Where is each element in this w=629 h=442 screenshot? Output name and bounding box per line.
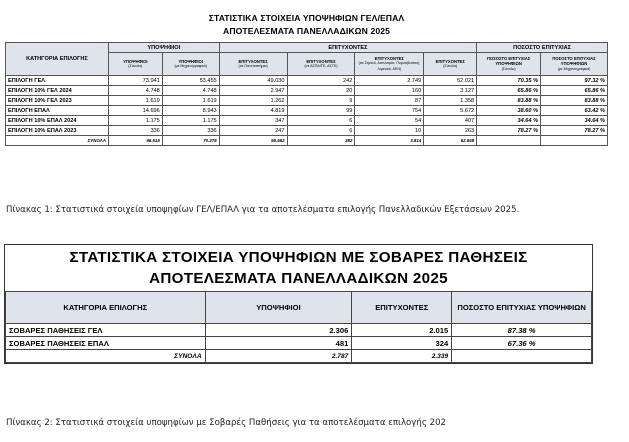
table2-total-rate — [452, 350, 592, 363]
table2-total-candidates: 2.787 — [205, 350, 352, 363]
table2-cell-rate: 67.36 % — [452, 337, 592, 350]
table1 — [5, 42, 608, 146]
table1-title-line1: ΣΤΑΤΙΣΤΙΚΑ ΣΤΟΙΧΕΙΑ ΥΠΟΨΗΦΙΩΝ ΓΕΛ/ΕΠΑΛ — [208, 13, 405, 23]
table1-cell-value: 8.943 — [162, 106, 219, 116]
table1-cell-value: 65.86 % — [477, 86, 541, 96]
table2-cell-rate: 87.38 % — [452, 324, 592, 337]
column-note: (σε Πανεπιστήμια) — [238, 64, 268, 68]
column-note: (με Μηχανογραφικό) — [174, 64, 207, 68]
table1-cell-value: 336 — [162, 126, 219, 136]
table1-cell-value: 83.88 % — [477, 96, 541, 106]
table2-cell-category: ΣΟΒΑΡΕΣ ΠΑΘΗΣΕΙΣ ΓΕΛ — [6, 324, 206, 337]
table1-column-header — [355, 53, 424, 76]
table1-cell-category: ΕΠΙΛΟΓΗ 10% ΕΠΑΛ 2024 — [6, 116, 109, 126]
table1-body — [6, 76, 608, 146]
table1-total-label: ΣΥΝΟΛΑ — [6, 136, 109, 146]
table1-title-line2: ΑΠΟΤΕΛΕΣΜΑΤΑ ΠΑΝΕΛΛΑΔΙΚΩΝ 2025 — [223, 26, 390, 36]
table1-group-candidates: ΥΠΟΨΗΦΙΟΙ — [108, 43, 219, 53]
column-note: (με Μηχανογραφικό) — [557, 66, 591, 71]
table2-title — [5, 245, 592, 291]
table-row — [6, 126, 608, 136]
column-note: (Σύνολο) — [128, 64, 143, 68]
table1-cell-value: 1.175 — [162, 116, 219, 126]
table1-cell-value: 83.88 % — [541, 96, 608, 106]
table1-cell-value: 754 — [355, 106, 424, 116]
table1-cell-value: 4.748 — [162, 86, 219, 96]
table2-caption: Πίνακας 2: Στατιστικά στοιχεία υποψηφίων με Σοβαρές Παθήσεις για τα αποτελέσματα επιλογής 202 — [6, 418, 447, 428]
table1-cell-value: 6 — [287, 126, 355, 136]
table1-group-rate: ΠΟΣΟΣΤΟ ΕΠΙΤΥΧΙΑΣ — [477, 43, 608, 53]
table1-cell-value: 78.27 % — [477, 126, 541, 136]
table1-cell-value: 4.748 — [108, 86, 162, 96]
table1-cell-value: 70.276 — [162, 136, 219, 146]
table1-cell-value: 38.60 % — [477, 106, 541, 116]
table2-row — [6, 324, 592, 337]
table2-title-line1: ΣΤΑΤΙΣΤΙΚΑ ΣΤΟΙΧΕΙΑ ΥΠΟΨΗΦΙΩΝ ΜΕ ΣΟΒΑΡΕΣ ΠΑΘΗΣΕΙΣ — [69, 249, 528, 266]
table2-total-row — [6, 350, 592, 363]
table1-cell-category: ΕΠΙΛΟΓΗ 10% ΓΕΛ 2024 — [6, 86, 109, 96]
table1-cell-value: 14.696 — [108, 106, 162, 116]
table1-cell-value — [477, 136, 541, 146]
table1-column-header — [162, 53, 219, 76]
table2-cell-category: ΣΟΒΑΡΕΣ ΠΑΘΗΣΕΙΣ ΕΠΑΛ — [6, 337, 206, 350]
table1-column-header — [108, 53, 162, 76]
table1-cell-value: 58.652 — [219, 136, 287, 146]
table1-cell-value — [541, 136, 608, 146]
column-label: ΕΠΙΤΥΧΟΝΤΕΣ — [306, 58, 336, 64]
table1-cell-value: 242 — [287, 76, 355, 86]
table1-group-successful: ΕΠΙΤΥΧΟΝΤΕΣ — [219, 43, 477, 53]
table2-cell-successful: 2.015 — [352, 324, 452, 337]
column-note: (σε ΑΣΠΑΙΤΕ, ΑΣΤΕ) — [304, 64, 338, 68]
table2-cell-candidates: 2.306 — [205, 324, 352, 337]
column-label: ΥΠΟΨΗΦΙΟΙ — [123, 58, 148, 64]
table1-cell-value: 1.262 — [219, 96, 287, 106]
table1-cell-value: 347 — [219, 116, 287, 126]
table1-cell-value: 70.35 % — [477, 76, 541, 86]
table2-total-label: ΣΥΝΟΛΑ — [6, 350, 206, 363]
table2-header-row — [6, 292, 592, 324]
table1-cell-value: 54 — [355, 116, 424, 126]
table1-cell-category: ΕΠΙΛΟΓΗ ΕΠΑΛ — [6, 106, 109, 116]
table2-header-rate: ΠΟΣΟΣΤΟ ΕΠΙΤΥΧΙΑΣ ΥΠΟΨΗΦΙΩΝ — [452, 292, 592, 324]
table-row — [6, 76, 608, 86]
table1-title — [5, 10, 608, 42]
table1-cell-value: 5.672 — [424, 106, 477, 116]
table2 — [5, 291, 592, 363]
column-note: (Σύνολο) — [443, 64, 458, 68]
table1-cell-value: 96.515 — [108, 136, 162, 146]
table1-cell-value: 1.358 — [424, 96, 477, 106]
table-row — [6, 96, 608, 106]
table1-column-header — [219, 53, 287, 76]
table1-cell-value: 9 — [287, 96, 355, 106]
table1-cell-value: 78.27 % — [541, 126, 608, 136]
table1-cell-value: 247 — [219, 126, 287, 136]
table-row — [6, 86, 608, 96]
table1-cell-value: 1.619 — [108, 96, 162, 106]
table1-cell-value: 2.749 — [355, 76, 424, 86]
table-row — [6, 106, 608, 116]
table1-cell-value: 160 — [355, 86, 424, 96]
table1-cell-value: 20 — [287, 86, 355, 96]
column-label: ΥΠΟΨΗΦΙΟΙ — [178, 58, 203, 64]
table1-total-row — [6, 136, 608, 146]
table2-container — [4, 244, 593, 364]
table1-category-header: ΚΑΤΗΓΟΡΙΑ ΕΠΙΛΟΓΗΣ — [6, 43, 109, 76]
table1-cell-value: 34.64 % — [477, 116, 541, 126]
table2-header-category: ΚΑΤΗΓΟΡΙΑ ΕΠΙΛΟΓΗΣ — [6, 292, 206, 324]
table1-cell-category: ΕΠΙΛΟΓΗ 10% ΕΠΑΛ 2023 — [6, 126, 109, 136]
table1-column-header — [287, 53, 355, 76]
table1-cell-value: 1.175 — [108, 116, 162, 126]
table1-cell-value: 382 — [287, 136, 355, 146]
table2-title-line2: ΑΠΟΤΕΛΕΣΜΑΤΑ ΠΑΝΕΛΛΑΔΙΚΩΝ 2025 — [149, 270, 448, 287]
table1-column-header — [541, 53, 608, 76]
table1-cell-value: 99 — [287, 106, 355, 116]
table1-cell-value: 3.814 — [355, 136, 424, 146]
table1-cell-value: 73.941 — [108, 76, 162, 86]
column-label: ΠΟΣΟΣΤΟ ΕΠΙΤΥΧΙΑΣ ΥΠΟΨΗΦΙΩΝ — [486, 55, 531, 67]
table1-cell-value: 3.127 — [424, 86, 477, 96]
table1-cell-value: 49.030 — [219, 76, 287, 86]
table1-cell-value: 6 — [287, 116, 355, 126]
table1-cell-value: 10 — [355, 126, 424, 136]
table2-cell-successful: 324 — [352, 337, 452, 350]
table1-container — [5, 10, 608, 146]
column-label: ΕΠΙΤΥΧΟΝΤΕΣ — [374, 55, 404, 61]
column-label: ΠΟΣΟΣΤΟ ΕΠΙΤΥΧΙΑΣ ΥΠΟΨΗΦΙΩΝ — [552, 55, 596, 67]
table-row — [6, 116, 608, 126]
table2-row — [6, 337, 592, 350]
column-label: ΕΠΙΤΥΧΟΝΤΕΣ — [238, 58, 268, 64]
table1-cell-value: 87 — [355, 96, 424, 106]
table1-cell-value: 4.819 — [219, 106, 287, 116]
table1-cell-value: 1.619 — [162, 96, 219, 106]
table1-cell-value: 407 — [424, 116, 477, 126]
table2-cell-candidates: 481 — [205, 337, 352, 350]
column-note: (Σύνολο) — [501, 66, 516, 71]
table1-caption: Πίνακας 1: Στατιστικά στοιχεία υποψηφίων ΓΕΛ/ΕΠΑΛ για τα αποτελέσματα επιλογής Πανελλαδικών Εξετάσεων 2025. — [6, 205, 520, 215]
table1-cell-value: 63.42 % — [541, 106, 608, 116]
table2-header-candidates: ΥΠΟΨΗΦΙΟΙ — [205, 292, 352, 324]
table1-cell-value: 65.86 % — [541, 86, 608, 96]
table1-cell-category: ΕΠΙΛΟΓΗ ΓΕΛ — [6, 76, 109, 86]
table1-cell-value: 62.848 — [424, 136, 477, 146]
table1-cell-value: 34.64 % — [541, 116, 608, 126]
table2-header-successful: ΕΠΙΤΥΧΟΝΤΕΣ — [352, 292, 452, 324]
table1-cell-value: 52.021 — [424, 76, 477, 86]
table1-cell-value: 263 — [424, 126, 477, 136]
table2-total-successful: 2.339 — [352, 350, 452, 363]
table1-cell-category: ΕΠΙΛΟΓΗ 10% ΓΕΛ 2023 — [6, 96, 109, 106]
table1-cell-value: 53.455 — [162, 76, 219, 86]
table1-cell-value: 2.947 — [219, 86, 287, 96]
table1-column-header — [477, 53, 541, 76]
table1-column-header — [424, 53, 477, 76]
column-note: (σε Στρατό, Αστυνομία, Πυροσβεστική, Λιμενικό, ΑΕΝ) — [358, 61, 420, 71]
table1-cell-value: 336 — [108, 126, 162, 136]
table1-group-header-row — [6, 43, 608, 53]
table1-cell-value: 97.32 % — [541, 76, 608, 86]
column-label: ΕΠΙΤΥΧΟΝΤΕΣ — [435, 58, 465, 64]
